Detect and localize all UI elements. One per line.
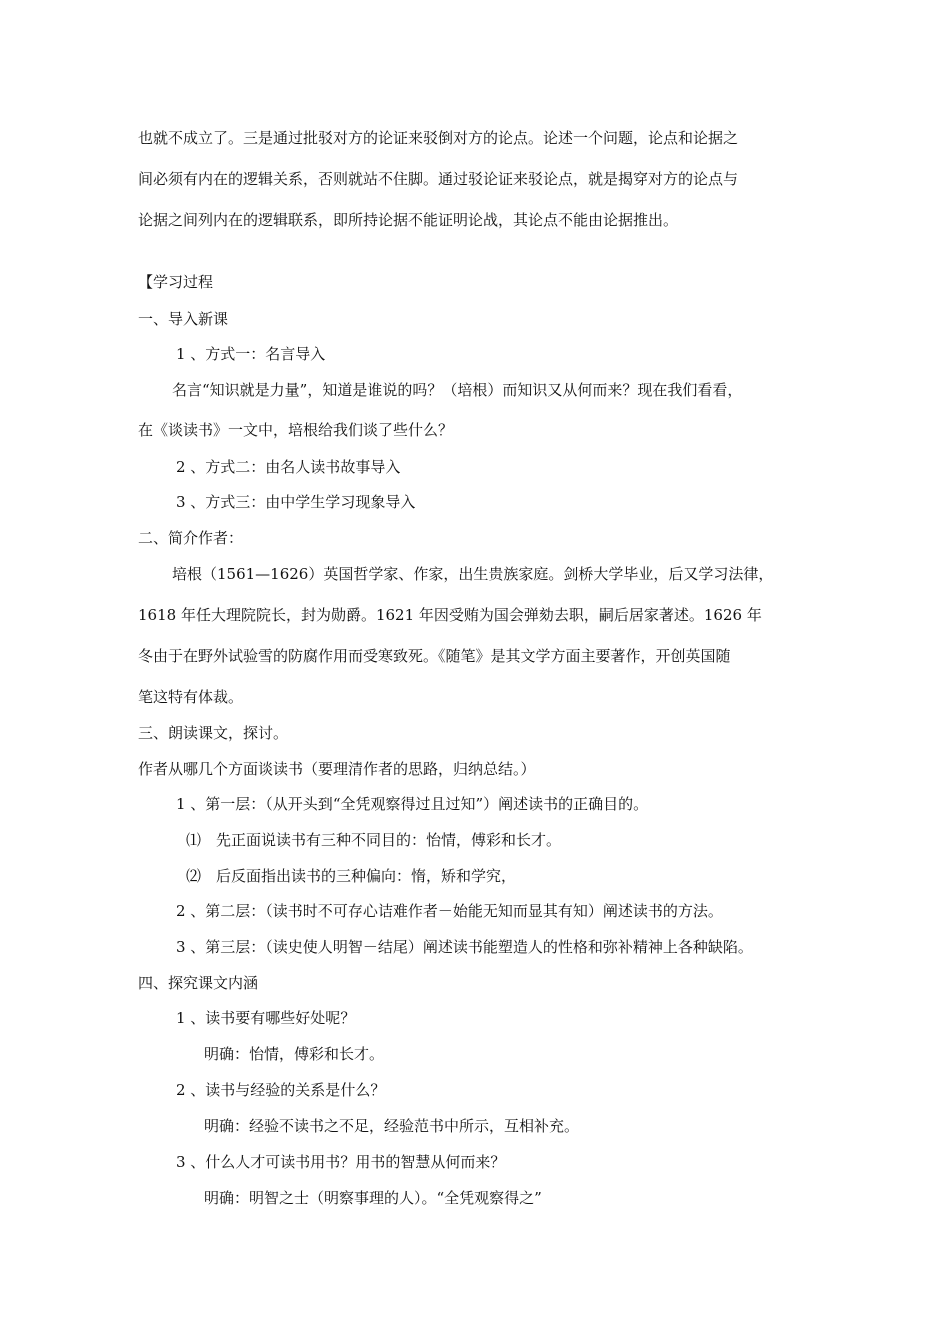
method1-title: 1 、方式一：名言导入 <box>176 345 326 363</box>
method1-text-line-1: 名言“知识就是力量”，知道是谁说的吗？（培根）而知识又从何而来？现在我们看看， <box>172 381 743 399</box>
question-2: 2 、读书与经验的关系是什么？ <box>176 1081 386 1099</box>
section1-heading: 一、导入新课 <box>138 310 229 328</box>
answer-3: 明确：明智之士（明察事理的人）。“全凭观察得之” <box>204 1189 542 1207</box>
answer-1: 明确：怡情，傅彩和长才。 <box>204 1045 385 1063</box>
question-3: 3 、什么人才可读书用书？用书的智慧从何而来？ <box>176 1153 506 1171</box>
author-line-4: 笔这特有体裁。 <box>138 688 244 706</box>
author-line-2: 1618 年任大理院院长，封为勋爵。1621 年因受贿为国会弹劾去职，嗣后居家著述。1626 年 <box>138 606 762 624</box>
method1-text-line-2: 在《谈读书》一文中，培根给我们谈了些什么？ <box>138 421 454 439</box>
author-line-1: 培根（1561—1626）英国哲学家、作家，出生贵族家庭。剑桥大学毕业，后又学习法律， <box>172 565 774 583</box>
layer3-title: 3 、第三层：（读史使人明智－结尾）阐述读书能塑造人的性格和弥补精神上各种缺陷。 <box>176 938 753 956</box>
section3-heading: 三、朗读课文，探讨。 <box>138 724 289 742</box>
layer2-title: 2 、第二层：（读书时不可存心诘难作者－始能无知而显其有知）阐述读书的方法。 <box>176 902 723 920</box>
method3-title: 3 、方式三：由中学生学习现象导入 <box>176 493 416 511</box>
intro-line-3: 论据之间列内在的逻辑联系，即所持论据不能证明论战，其论点不能由论据推出。 <box>138 211 679 229</box>
process-heading: 【学习过程 <box>138 273 214 291</box>
answer-2: 明确：经验不读书之不足，经验范书中所示，互相补充。 <box>204 1117 580 1135</box>
section2-heading: 二、简介作者： <box>138 529 244 547</box>
question-1: 1 、读书要有哪些好处呢？ <box>176 1009 356 1027</box>
section3-question: 作者从哪几个方面谈读书（要理清作者的思路，归纳总结。） <box>138 760 536 778</box>
section4-heading: 四、探究课文内涵 <box>138 974 259 992</box>
author-line-3: 冬由于在野外试验雪的防腐作用而受寒致死。《随笔》是其文学方面主要著作，开创英国随 <box>138 647 731 665</box>
layer1-sub1: ⑴ 先正面说读书有三种不同目的：怡情，傅彩和长才。 <box>186 831 562 849</box>
method2-title: 2 、方式二：由名人读书故事导入 <box>176 458 401 476</box>
layer1-sub2: ⑵ 后反面指出读书的三种偏向：惰，矫和学究， <box>186 867 517 885</box>
intro-line-1: 也就不成立了。三是通过批驳对方的论证来驳倒对方的论点。论述一个问题，论点和论据之 <box>138 129 739 147</box>
layer1-title: 1 、第一层：（从开头到“全凭观察得过且过知”）阐述读书的正确目的。 <box>176 795 649 813</box>
intro-line-2: 间必须有内在的逻辑关系，否则就站不住脚。通过驳论证来驳论点，就是揭穿对方的论点与 <box>138 170 739 188</box>
